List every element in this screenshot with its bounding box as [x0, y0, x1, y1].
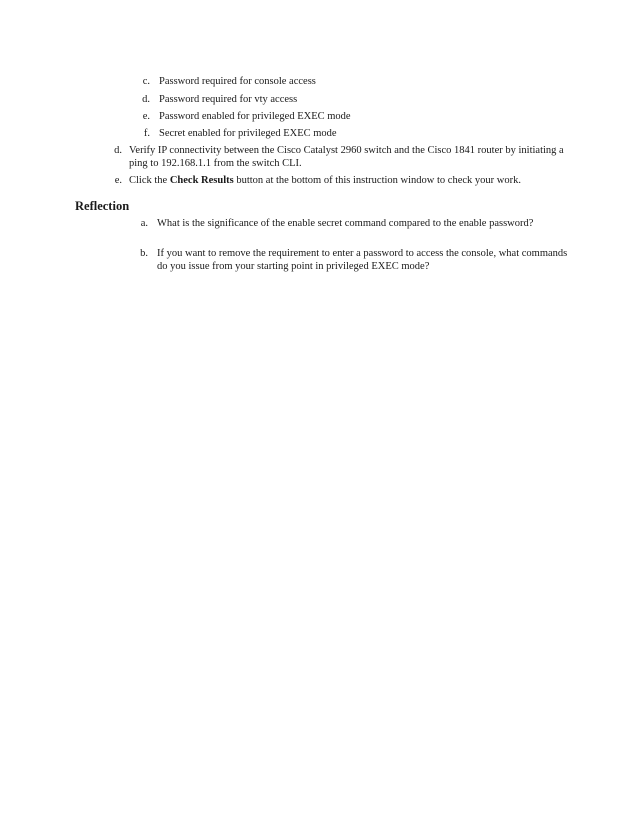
step-d [100, 144, 569, 170]
substep-marker: c. [142, 76, 150, 87]
reflection-text: What is the significance of the enable secret command compared to the enable password? [157, 218, 534, 229]
substep-text: Password enabled for privileged EXEC mode [159, 111, 351, 122]
step-text: Verify IP connectivity between the Cisco Catalyst 2960 switch and the Cisco 1841 router by initiating a ping to 192.168.1.1 from the switch CLI. [129, 145, 564, 169]
substep-f [126, 127, 579, 140]
check-results-label: Check Results [169, 175, 234, 186]
reflection-item-b [126, 247, 577, 273]
substep-text: Password required for console access [159, 76, 316, 87]
step-e [100, 174, 569, 187]
substep-marker: e. [142, 111, 150, 122]
step-marker: e. [114, 175, 122, 186]
reflection-marker: a. [140, 218, 148, 229]
substep-marker: f. [143, 128, 150, 139]
substep-d [126, 93, 579, 106]
substep-text: Secret enabled for privileged EXEC mode [159, 128, 337, 139]
substep-e [126, 110, 579, 123]
step-text-after: button at the bottom of this instruction window to check your work. [233, 175, 521, 186]
reflection-marker: b. [140, 248, 148, 259]
step-text-before: Click the [129, 175, 170, 186]
reflection-text: If you want to remove the requirement to enter a password to access the console, what commands do you issue from your starting point in privileged EXEC mode? [157, 248, 568, 272]
step-marker: d. [114, 145, 122, 156]
substep-c [126, 75, 579, 88]
substep-marker: d. [142, 94, 150, 105]
section-heading-reflection: Reflection [75, 199, 130, 213]
step-text [129, 174, 569, 187]
substep-text: Password required for vty access [159, 94, 298, 105]
reflection-item-a [126, 217, 577, 230]
